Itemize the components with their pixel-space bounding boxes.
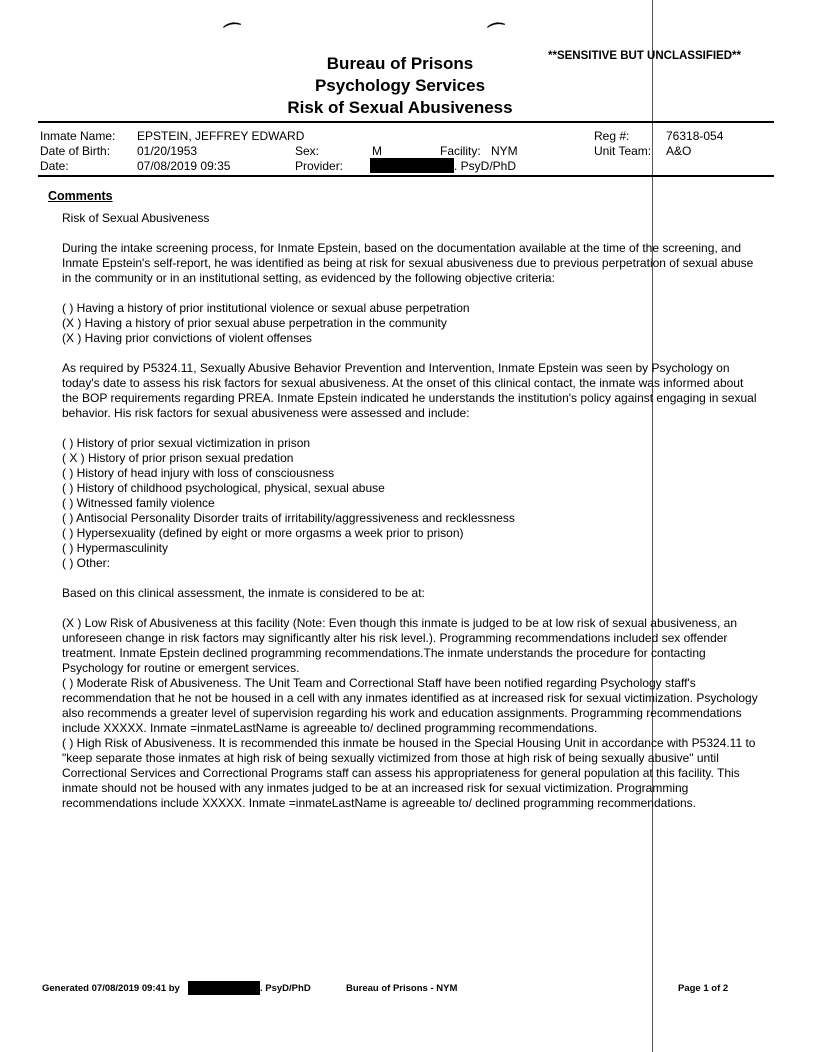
inmate-name-label: Inmate Name: bbox=[40, 129, 116, 143]
title-department: Psychology Services bbox=[314, 76, 486, 95]
facility-value: NYM bbox=[491, 144, 518, 158]
date-label: Date: bbox=[40, 159, 69, 173]
header-rule bbox=[38, 121, 774, 123]
list-item: (X ) Having prior convictions of violent offenses bbox=[62, 331, 312, 345]
title-agency: Bureau of Prisons bbox=[326, 54, 474, 73]
risk-factor-list bbox=[62, 436, 762, 571]
sex-value: M bbox=[372, 144, 382, 158]
list-item: ( ) History of childhood psychological, physical, sexual abuse bbox=[62, 481, 385, 495]
date-value: 07/08/2019 09:35 bbox=[137, 159, 231, 173]
list-item: ( ) History of head injury with loss of consciousness bbox=[62, 466, 335, 480]
reg-value: 76318-054 bbox=[666, 129, 724, 143]
redaction-box bbox=[370, 158, 454, 173]
footer-generated: Generated 07/08/2019 09:41 by bbox=[42, 983, 180, 994]
title-form: Risk of Sexual Abusiveness bbox=[287, 98, 513, 117]
comments-heading: Comments bbox=[48, 189, 113, 203]
requirement-paragraph: As required by P5324.11, Sexually Abusive Behavior Prevention and Intervention, Inmate Epstein was seen by Psychology on today's date to assess his risk factors for sexual abusiveness. At the onset of this clinical contact, the inmate was informed about the BOP requirements regarding PREA. Inmate Epstein indicated he understands the institution's policy against engaging in sexual behavior. His risk factors for sexual abusiveness were assessed and include: bbox=[62, 361, 757, 420]
list-item: ( ) Antisocial Personality Disorder traits of irritability/aggressiveness and recklessness bbox=[62, 511, 515, 525]
sex-label: Sex: bbox=[295, 144, 320, 158]
classification-banner: **SENSITIVE BUT UNCLASSIFIED** bbox=[548, 50, 741, 62]
unit-team-value: A&O bbox=[666, 144, 692, 158]
list-item: ( ) Other: bbox=[62, 556, 111, 570]
provider-credential: . PsyD/PhD bbox=[454, 159, 517, 173]
list-item: ( ) History of prior sexual victimization in prison bbox=[62, 436, 311, 450]
punch-mark-icon: ⌒ bbox=[222, 20, 244, 44]
unit-team-label: Unit Team: bbox=[594, 144, 652, 158]
high-risk-paragraph: ( ) High Risk of Abusiveness. It is recommended this inmate be housed in the Special Housing Unit in accordance with P5324.11 to "keep separate those inmates at high risk of being sexually victimized from those at high risk of being sexually abusive" until Correctional Services and Correctional Programs staff can assess his appropriateness for general population at this facility. This inmate should not be housed with any inmates judged to be at an increased risk for sexual victimization. Programming recommendations include XXXXX. Inmate =inmateLastName is agreeable to/ declined programming recommendations. bbox=[62, 736, 756, 810]
dob-value: 01/20/1953 bbox=[137, 144, 198, 158]
criteria-list bbox=[62, 301, 762, 346]
dob-label: Date of Birth: bbox=[40, 144, 111, 158]
moderate-risk-paragraph: ( ) Moderate Risk of Abusiveness. The Unit Team and Correctional Staff have been notified regarding Psychology staff's recommendation that he not be housed in a cell with any inmates identified as at increased risk for sexual victimization. Psychology also recommends a greater level of supervision regarding his work and education assignments. Programming recommendations include XXXXX. Inmate =inmateLastName is agreeable to/ declined programming recommendations. bbox=[62, 676, 758, 735]
list-item: ( ) Hypermasculinity bbox=[62, 541, 169, 555]
intake-paragraph: During the intake screening process, for Inmate Epstein, based on the documentation available at the time of the screening, and Inmate Epstein's self-report, he was identified as being at risk for sexual abusiveness due to previous perpetration of sexual abuse in the community or in an institutional setting, as evidenced by the following objective criteria: bbox=[62, 241, 754, 285]
redaction-box bbox=[188, 981, 260, 995]
low-risk-paragraph: (X ) Low Risk of Abusiveness at this facility (Note: Even though this inmate is judged to be at low risk of sexual abusiveness, an unforeseen change in risk factors may significantly alter his risk level.). Programming recommendations included sex offender treatment. Inmate Epstein declined programming recommendations.The inmate understands the procedure for contacting Psychology for routine or emergent services. bbox=[62, 616, 738, 675]
list-item: (X ) Having a history of prior sexual abuse perpetration in the community bbox=[62, 316, 447, 330]
punch-mark-icon: ⌒ bbox=[486, 20, 508, 44]
reg-label: Reg #: bbox=[594, 129, 630, 143]
info-rule bbox=[38, 175, 774, 177]
list-item: ( X ) History of prior prison sexual predation bbox=[62, 451, 294, 465]
comments-body bbox=[62, 211, 762, 811]
provider-label: Provider: bbox=[295, 159, 344, 173]
list-item: ( ) Having a history of prior institutional violence or sexual abuse perpetration bbox=[62, 301, 470, 315]
inmate-name: EPSTEIN, JEFFREY EDWARD bbox=[137, 129, 305, 143]
list-item: ( ) Hypersexuality (defined by eight or more orgasms a week prior to prison) bbox=[62, 526, 464, 540]
page-number: Page 1 of 2 bbox=[678, 983, 729, 994]
risk-title: Risk of Sexual Abusiveness bbox=[62, 211, 210, 225]
facility-label: Facility: bbox=[440, 144, 481, 158]
assessment-paragraph: Based on this clinical assessment, the inmate is considered to be at: bbox=[62, 586, 425, 600]
list-item: ( ) Witnessed family violence bbox=[62, 496, 215, 510]
footer-credential: . PsyD/PhD bbox=[260, 983, 311, 994]
footer-organization: Bureau of Prisons - NYM bbox=[346, 983, 458, 994]
